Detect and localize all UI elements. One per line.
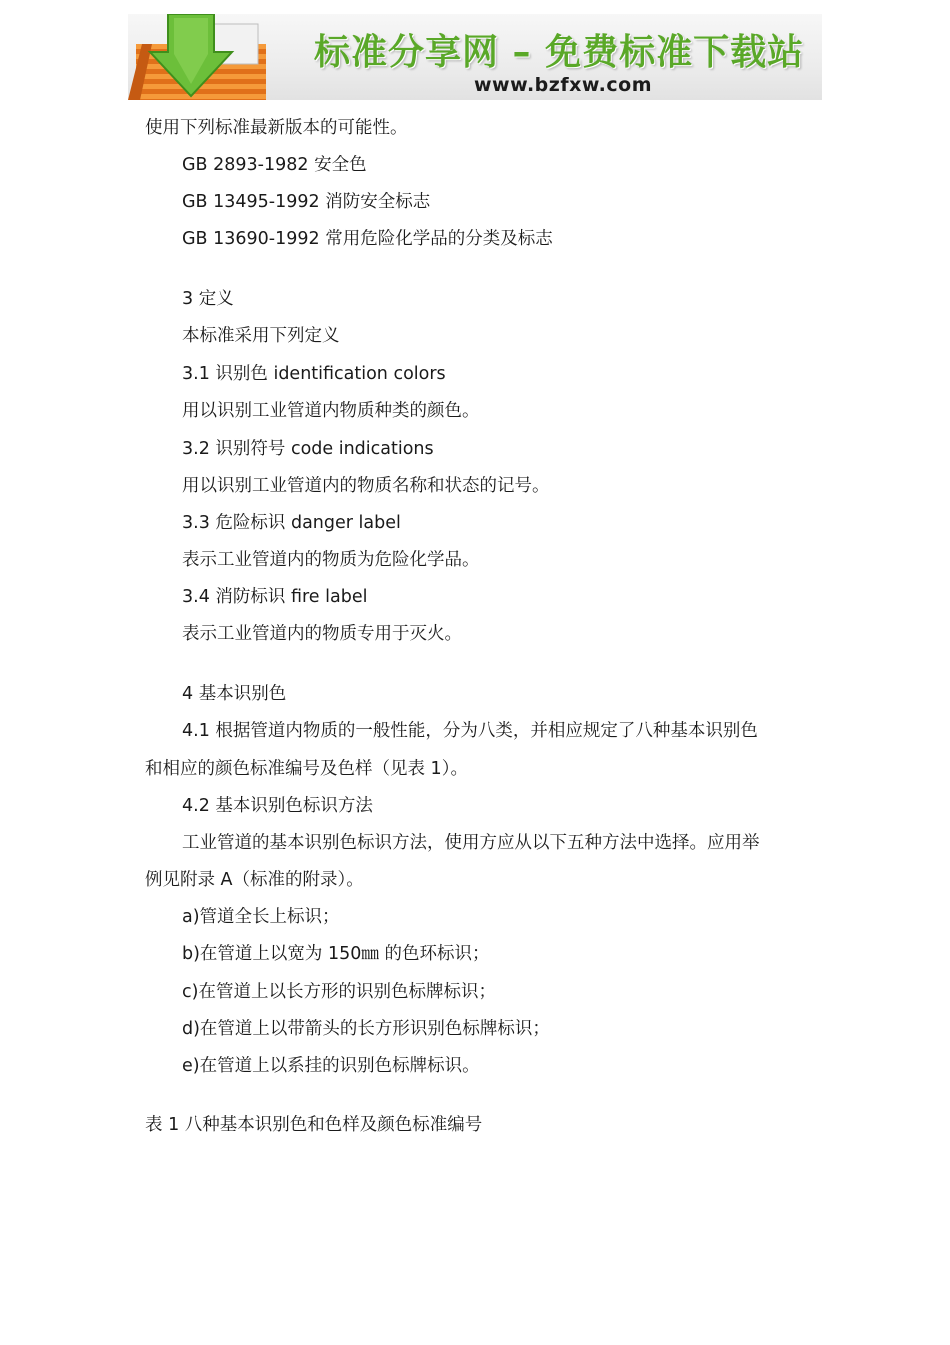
definition-3-2-title: 3.2 识别符号 code indications: [182, 439, 434, 459]
paragraph-4-1-line2: 和相应的颜色标准编号及色样（见表 1）。: [145, 759, 468, 779]
definition-3-1-title: 3.1 识别色 identification colors: [182, 364, 446, 384]
intro-tail: 使用下列标准最新版本的可能性。: [145, 118, 408, 138]
banner-title: 标准分享网 – 免费标准下载站: [314, 32, 805, 73]
definition-3-1-text: 用以识别工业管道内物质种类的颜色。: [182, 401, 480, 421]
definition-3-3-text: 表示工业管道内的物质为危险化学品。: [182, 550, 480, 570]
download-folder-icon: [128, 14, 278, 100]
method-item: e)在管道上以系挂的识别色标牌标识。: [182, 1056, 480, 1076]
definition-3-3-title: 3.3 危险标识 danger label: [182, 513, 401, 533]
section-3-intro: 本标准采用下列定义: [182, 326, 340, 346]
definition-3-4-text: 表示工业管道内的物质专用于灭火。: [182, 624, 462, 644]
paragraph-4-2-title: 4.2 基本识别色标识方法: [182, 796, 373, 816]
definition-3-4-title: 3.4 消防标识 fire label: [182, 587, 368, 607]
reference-item: GB 13495-1992 消防安全标志: [182, 192, 431, 212]
section-4-heading: 4 基本识别色: [182, 684, 287, 704]
paragraph-4-2-line1: 工业管道的基本识别色标识方法，使用方应从以下五种方法中选择。应用举: [182, 833, 760, 853]
section-3-heading: 3 定义: [182, 289, 234, 309]
reference-item: GB 13690-1992 常用危险化学品的分类及标志: [182, 229, 553, 249]
method-item: c)在管道上以长方形的识别色标牌标识；: [182, 982, 496, 1002]
definition-3-2-text: 用以识别工业管道内的物质名称和状态的记号。: [182, 476, 550, 496]
method-item: a)管道全长上标识；: [182, 907, 340, 927]
banner-url[interactable]: www.bzfxw.com: [474, 74, 653, 96]
paragraph-4-1-line1: 4.1 根据管道内物质的一般性能，分为八类，并相应规定了八种基本识别色: [182, 721, 758, 741]
table-caption: 表 1 八种基本识别色和色样及颜色标准编号: [145, 1115, 483, 1135]
paragraph-4-2-line2: 例见附录 A（标准的附录）。: [145, 870, 364, 890]
method-item: b)在管道上以宽为 150㎜ 的色环标识；: [182, 944, 490, 964]
site-banner: [128, 14, 822, 100]
reference-item: GB 2893-1982 安全色: [182, 155, 367, 175]
method-item: d)在管道上以带箭头的长方形识别色标牌标识；: [182, 1019, 550, 1039]
